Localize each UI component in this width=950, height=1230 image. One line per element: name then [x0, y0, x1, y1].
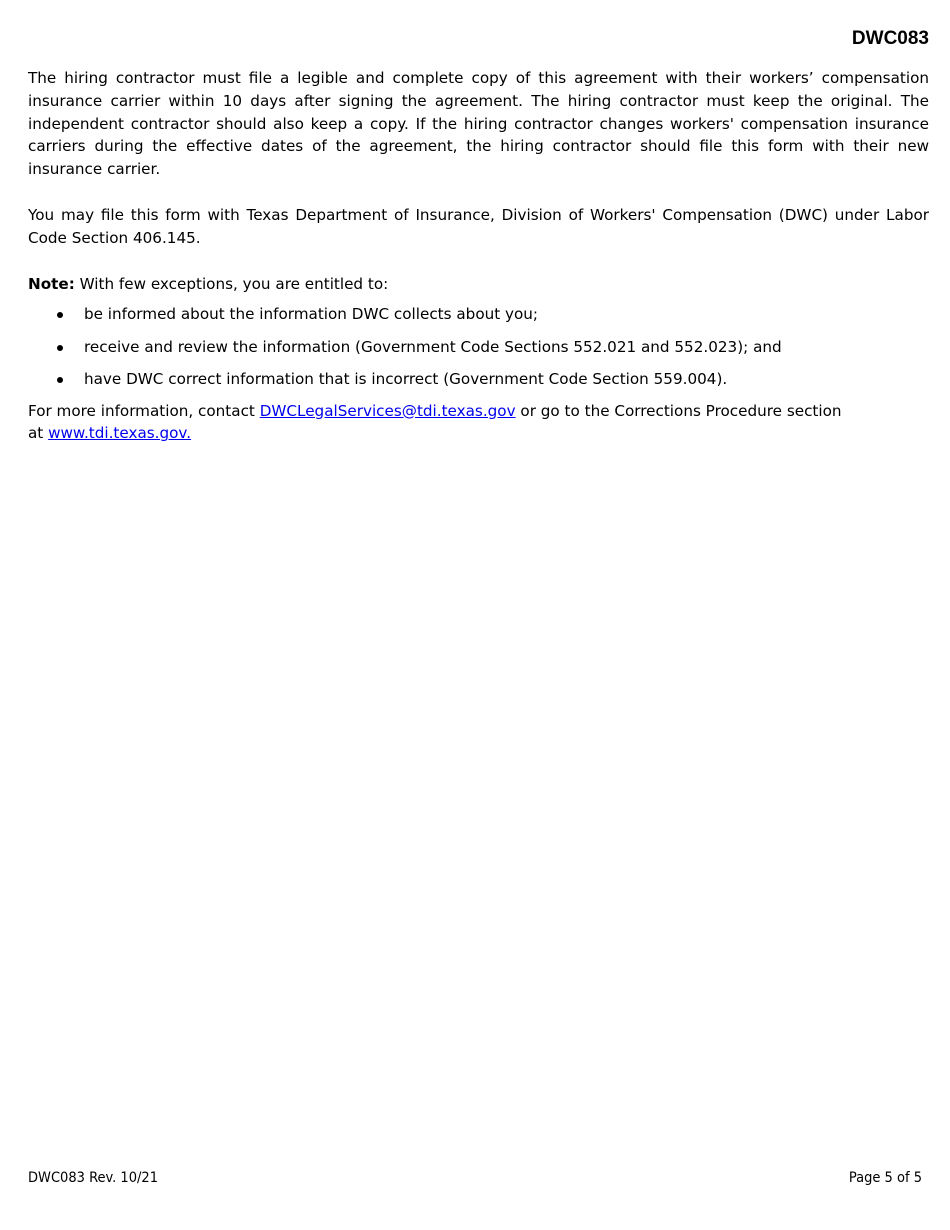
footer-revision: DWC083 Rev. 10/21: [28, 1170, 158, 1186]
document-body: [28, 67, 929, 445]
list-item: be informed about the information DWC collects about you;: [28, 303, 929, 326]
form-id-header: DWC083: [851, 28, 929, 49]
note-text: With few exceptions, you are entitled to:: [74, 274, 389, 293]
note-paragraph: [28, 273, 929, 296]
list-item: receive and review the information (Government Code Sections 552.021 and 552.023); and: [28, 336, 929, 359]
footer-page-number: Page 5 of 5: [848, 1170, 922, 1186]
list-item: have DWC correct information that is incorrect (Government Code Section 559.004).: [28, 368, 929, 391]
bullet-icon: [57, 345, 63, 351]
website-link[interactable]: www.tdi.texas.gov.: [48, 424, 192, 443]
note-label: Note:: [28, 274, 75, 293]
dwc-filing-paragraph: You may file this form with Texas Department of Insurance, Division of Workers' Compensation (DWC) under Labor Code Section 406.145.: [28, 205, 929, 247]
bullet-icon: [57, 377, 63, 383]
rights-list: [28, 303, 929, 391]
email-link[interactable]: DWCLegalServices@tdi.texas.gov: [259, 401, 516, 420]
more-info-paragraph: For more information, contact DWCLegalServices@tdi.texas.gov or go to the Corrections Procedure section at www.tdi.texas.gov.: [28, 401, 842, 443]
bullet-icon: [57, 312, 63, 318]
filing-instructions-paragraph: The hiring contractor must file a legible and complete copy of this agreement with their workers’ compensation insurance carrier within 10 days after signing the agreement. The hiring contractor must keep the original. The independent contractor should also keep a copy. If the hiring contractor changes workers' compensation insurance carriers during the effective dates of the agreement, the hiring contractor should file this form with their new insurance carrier.: [28, 69, 929, 179]
